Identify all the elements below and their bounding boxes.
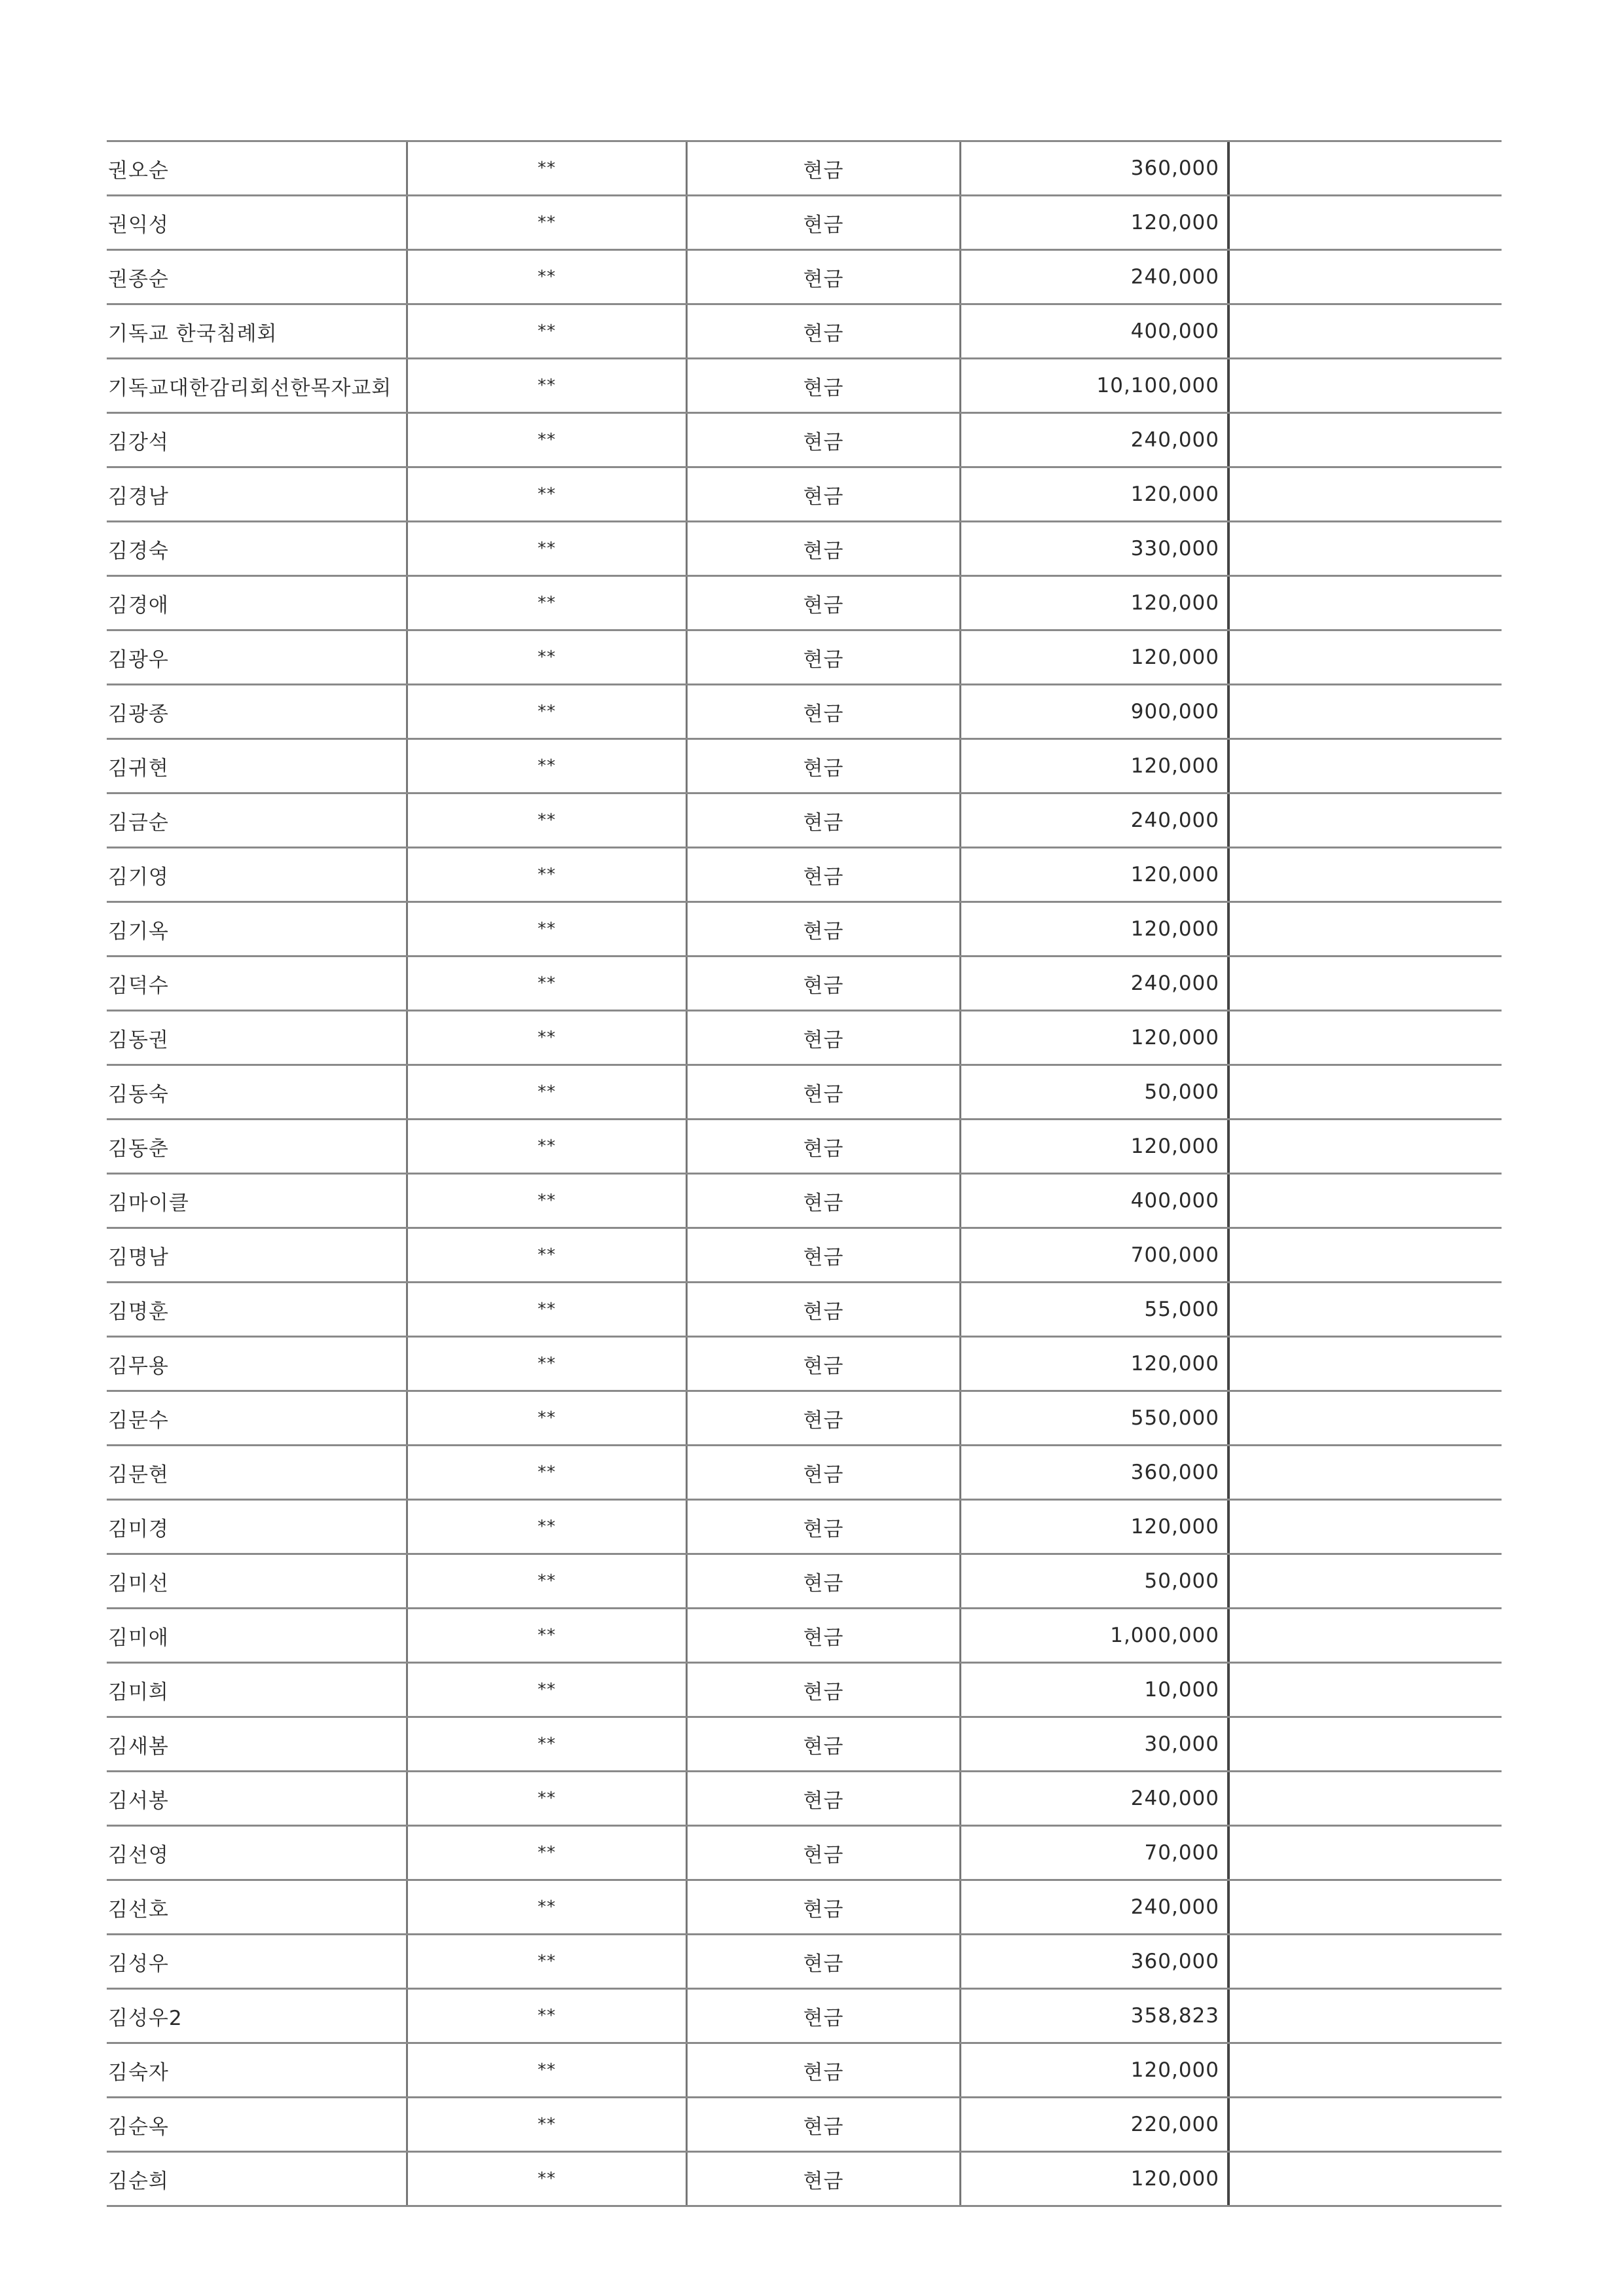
payment-type-cell: 현금: [688, 468, 961, 520]
note-cell: [1230, 1392, 1502, 1444]
note-cell: [1230, 142, 1502, 194]
donor-name-cell: 김동숙: [107, 1066, 408, 1118]
donor-name-cell: 김성우2: [107, 1990, 408, 2042]
payment-type-cell: 현금: [688, 1718, 961, 1770]
table-row: [107, 903, 1502, 957]
masked-id-cell: **: [408, 1175, 688, 1227]
masked-id-cell: **: [408, 1338, 688, 1390]
note-cell: [1230, 1827, 1502, 1879]
masked-id-cell: **: [408, 305, 688, 357]
masked-id-cell: **: [408, 794, 688, 847]
donor-name-cell: 김기옥: [107, 903, 408, 955]
amount-cell: 70,000: [961, 1827, 1230, 1879]
payment-type-cell: 현금: [688, 1881, 961, 1933]
note-cell: [1230, 957, 1502, 1010]
note-cell: [1230, 1609, 1502, 1662]
donor-name-cell: 김문현: [107, 1446, 408, 1499]
table-row: [107, 794, 1502, 848]
masked-id-cell: **: [408, 903, 688, 955]
payment-type-cell: 현금: [688, 414, 961, 466]
payment-type-cell: 현금: [688, 251, 961, 303]
donor-name-cell: 김미경: [107, 1501, 408, 1553]
table-row: [107, 957, 1502, 1011]
masked-id-cell: **: [408, 1772, 688, 1825]
amount-cell: 240,000: [961, 957, 1230, 1010]
amount-cell: 10,100,000: [961, 359, 1230, 412]
amount-cell: 360,000: [961, 1935, 1230, 1988]
masked-id-cell: **: [408, 1609, 688, 1662]
table-row: [107, 251, 1502, 305]
donor-name-cell: 김성우: [107, 1935, 408, 1988]
masked-id-cell: **: [408, 1120, 688, 1173]
table-row: [107, 1827, 1502, 1881]
masked-id-cell: **: [408, 1446, 688, 1499]
donor-name-cell: 김경남: [107, 468, 408, 520]
masked-id-cell: **: [408, 414, 688, 466]
table-row: [107, 1990, 1502, 2044]
masked-id-cell: **: [408, 2098, 688, 2151]
amount-cell: 1,000,000: [961, 1609, 1230, 1662]
payment-type-cell: 현금: [688, 1990, 961, 2042]
masked-id-cell: **: [408, 1392, 688, 1444]
masked-id-cell: **: [408, 1827, 688, 1879]
table-row: [107, 685, 1502, 740]
payment-type-cell: 현금: [688, 1501, 961, 1553]
amount-cell: 220,000: [961, 2098, 1230, 2151]
payment-type-cell: 현금: [688, 794, 961, 847]
amount-cell: 700,000: [961, 1229, 1230, 1281]
amount-cell: 30,000: [961, 1718, 1230, 1770]
note-cell: [1230, 1446, 1502, 1499]
masked-id-cell: **: [408, 848, 688, 901]
amount-cell: 120,000: [961, 740, 1230, 792]
donor-name-cell: 김광종: [107, 685, 408, 738]
table-row: [107, 740, 1502, 794]
table-row: [107, 468, 1502, 522]
donor-name-cell: 김숙자: [107, 2044, 408, 2096]
table-row: [107, 1120, 1502, 1175]
amount-cell: 400,000: [961, 305, 1230, 357]
table-row: [107, 1772, 1502, 1827]
payment-type-cell: 현금: [688, 1392, 961, 1444]
note-cell: [1230, 1555, 1502, 1607]
payment-type-cell: 현금: [688, 1772, 961, 1825]
table-row: [107, 1935, 1502, 1990]
amount-cell: 550,000: [961, 1392, 1230, 1444]
table-row: [107, 196, 1502, 251]
amount-cell: 50,000: [961, 1066, 1230, 1118]
note-cell: [1230, 1881, 1502, 1933]
table-row: [107, 359, 1502, 414]
table-row: [107, 848, 1502, 903]
table-row: [107, 1392, 1502, 1446]
amount-cell: 120,000: [961, 903, 1230, 955]
note-cell: [1230, 468, 1502, 520]
donor-name-cell: 김선호: [107, 1881, 408, 1933]
donor-name-cell: 김미희: [107, 1664, 408, 1716]
table-row: [107, 1066, 1502, 1120]
donor-name-cell: 김경숙: [107, 522, 408, 575]
masked-id-cell: **: [408, 359, 688, 412]
note-cell: [1230, 1011, 1502, 1064]
payment-type-cell: 현금: [688, 1283, 961, 1336]
donor-name-cell: 김순희: [107, 2153, 408, 2205]
table-row: [107, 1446, 1502, 1501]
note-cell: [1230, 1175, 1502, 1227]
payment-type-cell: 현금: [688, 522, 961, 575]
note-cell: [1230, 794, 1502, 847]
note-cell: [1230, 1772, 1502, 1825]
table-row: [107, 142, 1502, 196]
table-row: [107, 1718, 1502, 1772]
donor-name-cell: 김미애: [107, 1609, 408, 1662]
masked-id-cell: **: [408, 1501, 688, 1553]
note-cell: [1230, 2153, 1502, 2205]
amount-cell: 240,000: [961, 794, 1230, 847]
masked-id-cell: **: [408, 577, 688, 629]
payment-type-cell: 현금: [688, 631, 961, 683]
payment-type-cell: 현금: [688, 1175, 961, 1227]
payment-type-cell: 현금: [688, 196, 961, 249]
masked-id-cell: **: [408, 740, 688, 792]
donor-name-cell: 김강석: [107, 414, 408, 466]
masked-id-cell: **: [408, 2153, 688, 2205]
note-cell: [1230, 1283, 1502, 1336]
table-row: [107, 1283, 1502, 1338]
amount-cell: 120,000: [961, 1501, 1230, 1553]
donor-name-cell: 김서봉: [107, 1772, 408, 1825]
note-cell: [1230, 359, 1502, 412]
note-cell: [1230, 1338, 1502, 1390]
table-row: [107, 1175, 1502, 1229]
donor-name-cell: 기독교 한국침례회: [107, 305, 408, 357]
amount-cell: 120,000: [961, 577, 1230, 629]
amount-cell: 120,000: [961, 196, 1230, 249]
donor-name-cell: 김선영: [107, 1827, 408, 1879]
note-cell: [1230, 2044, 1502, 2096]
table-row: [107, 414, 1502, 468]
table-row: [107, 1501, 1502, 1555]
amount-cell: 120,000: [961, 2044, 1230, 2096]
table-row: [107, 305, 1502, 359]
amount-cell: 330,000: [961, 522, 1230, 575]
amount-cell: 120,000: [961, 1120, 1230, 1173]
table-row: [107, 2044, 1502, 2098]
donor-name-cell: 김새봄: [107, 1718, 408, 1770]
table-row: [107, 1555, 1502, 1609]
payment-type-cell: 현금: [688, 1827, 961, 1879]
amount-cell: 120,000: [961, 1338, 1230, 1390]
donor-name-cell: 김무용: [107, 1338, 408, 1390]
payment-type-cell: 현금: [688, 1609, 961, 1662]
amount-cell: 360,000: [961, 142, 1230, 194]
note-cell: [1230, 522, 1502, 575]
note-cell: [1230, 1229, 1502, 1281]
note-cell: [1230, 903, 1502, 955]
note-cell: [1230, 2098, 1502, 2151]
amount-cell: 120,000: [961, 468, 1230, 520]
donor-name-cell: 기독교대한감리회선한목자교회: [107, 359, 408, 412]
note-cell: [1230, 1990, 1502, 2042]
payment-type-cell: 현금: [688, 142, 961, 194]
table-row: [107, 577, 1502, 631]
donor-name-cell: 김마이클: [107, 1175, 408, 1227]
table-row: [107, 631, 1502, 685]
masked-id-cell: **: [408, 1229, 688, 1281]
donor-name-cell: 권종순: [107, 251, 408, 303]
masked-id-cell: **: [408, 196, 688, 249]
masked-id-cell: **: [408, 468, 688, 520]
masked-id-cell: **: [408, 522, 688, 575]
donor-name-cell: 김명훈: [107, 1283, 408, 1336]
donor-name-cell: 김미선: [107, 1555, 408, 1607]
note-cell: [1230, 1501, 1502, 1553]
table-row: [107, 2098, 1502, 2153]
amount-cell: 10,000: [961, 1664, 1230, 1716]
payment-type-cell: 현금: [688, 359, 961, 412]
table-row: [107, 2153, 1502, 2207]
donor-name-cell: 김경애: [107, 577, 408, 629]
payment-type-cell: 현금: [688, 305, 961, 357]
amount-cell: 358,823: [961, 1990, 1230, 2042]
note-cell: [1230, 631, 1502, 683]
payment-type-cell: 현금: [688, 1935, 961, 1988]
donor-name-cell: 김기영: [107, 848, 408, 901]
table-row: [107, 1229, 1502, 1283]
masked-id-cell: **: [408, 1283, 688, 1336]
masked-id-cell: **: [408, 2044, 688, 2096]
payment-type-cell: 현금: [688, 685, 961, 738]
note-cell: [1230, 1935, 1502, 1988]
donor-name-cell: 김금순: [107, 794, 408, 847]
donor-name-cell: 권익성: [107, 196, 408, 249]
note-cell: [1230, 1718, 1502, 1770]
masked-id-cell: **: [408, 957, 688, 1010]
note-cell: [1230, 196, 1502, 249]
masked-id-cell: **: [408, 1066, 688, 1118]
payment-type-cell: 현금: [688, 848, 961, 901]
table-row: [107, 1338, 1502, 1392]
donor-name-cell: 김명남: [107, 1229, 408, 1281]
amount-cell: 120,000: [961, 1011, 1230, 1064]
amount-cell: 55,000: [961, 1283, 1230, 1336]
table-row: [107, 1609, 1502, 1664]
donation-table: [107, 140, 1502, 2207]
payment-type-cell: 현금: [688, 1664, 961, 1716]
payment-type-cell: 현금: [688, 1555, 961, 1607]
amount-cell: 240,000: [961, 1772, 1230, 1825]
masked-id-cell: **: [408, 1718, 688, 1770]
amount-cell: 400,000: [961, 1175, 1230, 1227]
amount-cell: 240,000: [961, 251, 1230, 303]
note-cell: [1230, 1120, 1502, 1173]
masked-id-cell: **: [408, 1881, 688, 1933]
note-cell: [1230, 848, 1502, 901]
amount-cell: 50,000: [961, 1555, 1230, 1607]
amount-cell: 120,000: [961, 2153, 1230, 2205]
note-cell: [1230, 740, 1502, 792]
payment-type-cell: 현금: [688, 2153, 961, 2205]
note-cell: [1230, 305, 1502, 357]
donor-name-cell: 김덕수: [107, 957, 408, 1010]
table-row: [107, 1011, 1502, 1066]
payment-type-cell: 현금: [688, 2098, 961, 2151]
masked-id-cell: **: [408, 631, 688, 683]
amount-cell: 240,000: [961, 414, 1230, 466]
masked-id-cell: **: [408, 1935, 688, 1988]
masked-id-cell: **: [408, 1990, 688, 2042]
note-cell: [1230, 577, 1502, 629]
amount-cell: 240,000: [961, 1881, 1230, 1933]
table-row: [107, 522, 1502, 577]
amount-cell: 360,000: [961, 1446, 1230, 1499]
payment-type-cell: 현금: [688, 1229, 961, 1281]
donor-name-cell: 김광우: [107, 631, 408, 683]
amount-cell: 900,000: [961, 685, 1230, 738]
masked-id-cell: **: [408, 685, 688, 738]
payment-type-cell: 현금: [688, 1338, 961, 1390]
masked-id-cell: **: [408, 1011, 688, 1064]
table-row: [107, 1881, 1502, 1935]
donor-name-cell: 김순옥: [107, 2098, 408, 2151]
donor-name-cell: 김문수: [107, 1392, 408, 1444]
donor-name-cell: 권오순: [107, 142, 408, 194]
table-row: [107, 1664, 1502, 1718]
masked-id-cell: **: [408, 1664, 688, 1716]
payment-type-cell: 현금: [688, 957, 961, 1010]
masked-id-cell: **: [408, 142, 688, 194]
note-cell: [1230, 1664, 1502, 1716]
note-cell: [1230, 251, 1502, 303]
note-cell: [1230, 1066, 1502, 1118]
payment-type-cell: 현금: [688, 740, 961, 792]
donor-name-cell: 김동권: [107, 1011, 408, 1064]
payment-type-cell: 현금: [688, 577, 961, 629]
payment-type-cell: 현금: [688, 1446, 961, 1499]
payment-type-cell: 현금: [688, 1066, 961, 1118]
payment-type-cell: 현금: [688, 1011, 961, 1064]
note-cell: [1230, 685, 1502, 738]
masked-id-cell: **: [408, 251, 688, 303]
note-cell: [1230, 414, 1502, 466]
masked-id-cell: **: [408, 1555, 688, 1607]
donor-name-cell: 김동춘: [107, 1120, 408, 1173]
amount-cell: 120,000: [961, 631, 1230, 683]
amount-cell: 120,000: [961, 848, 1230, 901]
payment-type-cell: 현금: [688, 903, 961, 955]
payment-type-cell: 현금: [688, 1120, 961, 1173]
donor-name-cell: 김귀현: [107, 740, 408, 792]
payment-type-cell: 현금: [688, 2044, 961, 2096]
